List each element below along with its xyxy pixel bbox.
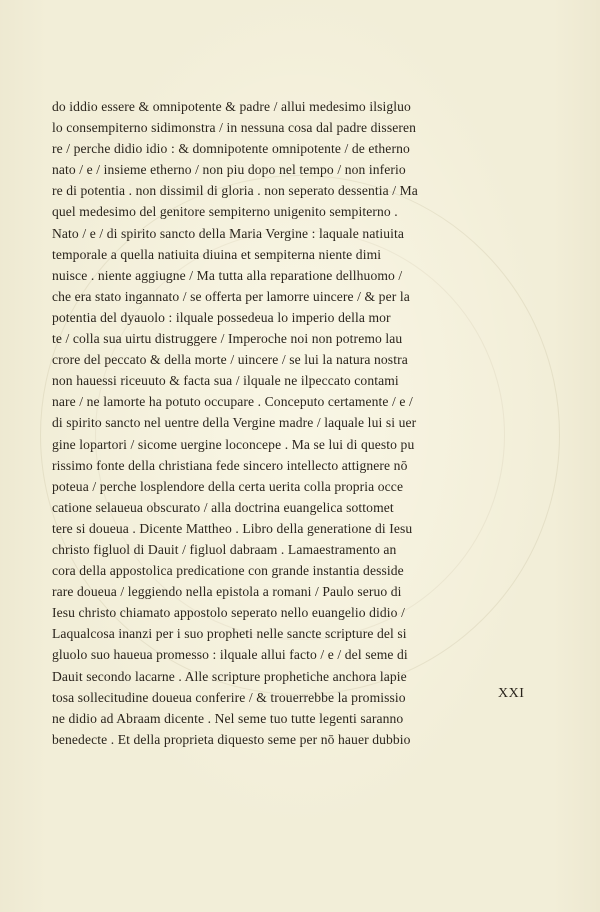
text-line: nare / ne lamorte ha potuto occupare . Conceputo certamente / e / — [52, 394, 413, 410]
text-line: Dauit secondo lacarne . Alle scripture prophetiche anchora lapie — [52, 668, 407, 684]
body-text — [52, 96, 558, 750]
text-line: gine lopartori / sicome uergine loconcepe . Ma se lui di questo pu — [52, 436, 415, 452]
text-line: do iddio essere & omnipotente & padre / allui medesimo ilsigluo — [52, 99, 411, 114]
text-line: cora della appostolica predicatione con grande instantia desside — [52, 563, 404, 579]
text-line: tosa sollecitudine doueua conferire / & trouerrebbe la promissio — [52, 689, 406, 705]
text-line: Laqualcosa inanzi per i suo propheti nelle sancte scripture del si — [52, 626, 407, 642]
text-line: temporale a quella natiuita diuina et sempiterna niente dimi — [52, 246, 382, 262]
text-line: quel medesimo del genitore sempiterno unigenito sempiterno . — [52, 204, 398, 220]
text-line: che era stato ingannato / se offerta per lamorre uincere / & per la — [52, 288, 410, 304]
text-line: re / perche didio idio : & domnipotente omnipotente / de etherno — [52, 141, 410, 157]
text-line: Nato / e / di spirito sancto della Maria Vergine : laquale natiuita — [52, 225, 404, 241]
text-line: re di potentia . non dissimil di gloria . non seperato dessentia / Ma — [52, 183, 418, 199]
text-line: potentia del dyauolo : ilquale possedeua lo imperio della mor — [52, 309, 391, 325]
text-line: nuisce . niente aggiugne / Ma tutta alla reparatione dellhuomo / — [52, 267, 403, 283]
text-line: benedecte . Et della proprieta diquesto seme per nō hauer dubbio — [52, 731, 411, 747]
text-line: rare doueua / leggiendo nella epistola a romani / Paulo seruo di — [52, 584, 402, 600]
text-line: non hauessi riceuuto & facta sua / ilquale ne ilpeccato contami — [52, 373, 399, 389]
text-line: nato / e / insieme etherno / non piu dopo nel tempo / non inferio — [52, 162, 406, 178]
text-line: catione selaueua obscurato / alla doctrina euangelica sottomet — [52, 499, 394, 515]
text-line: ne didio ad Abraam dicente . Nel seme tuo tutte legenti saranno — [52, 710, 404, 726]
text-line: rissimo fonte della christiana fede sincero intellecto attignere nō — [52, 457, 408, 473]
text-line: Iesu christo chiamato appostolo seperato nello euangelio didio / — [52, 605, 405, 621]
text-line: christo figluol di Dauit / figluol dabraam . Lamaestramento an — [52, 541, 397, 557]
text-line: gluolo suo haueua promesso : ilquale allui facto / e / del seme di — [52, 647, 408, 663]
text-line: poteua / perche losplendore della certa uerita colla propria occe — [52, 478, 404, 494]
text-line: lo consempiterno sidimonstra / in nessuna cosa dal padre disseren — [52, 120, 417, 136]
text-line: crore del peccato & della morte / uincere / se lui la natura nostra — [52, 352, 408, 368]
folio-number: XXI — [498, 686, 525, 701]
text-line: tere si doueua . Dicente Mattheo . Libro della generatione di Iesu — [52, 520, 413, 536]
text-line: te / colla sua uirtu distruggere / Imperoche noi non potremo lau — [52, 331, 403, 347]
text-line: di spirito sancto nel uentre della Vergine madre / laquale lui si uer — [52, 415, 417, 431]
